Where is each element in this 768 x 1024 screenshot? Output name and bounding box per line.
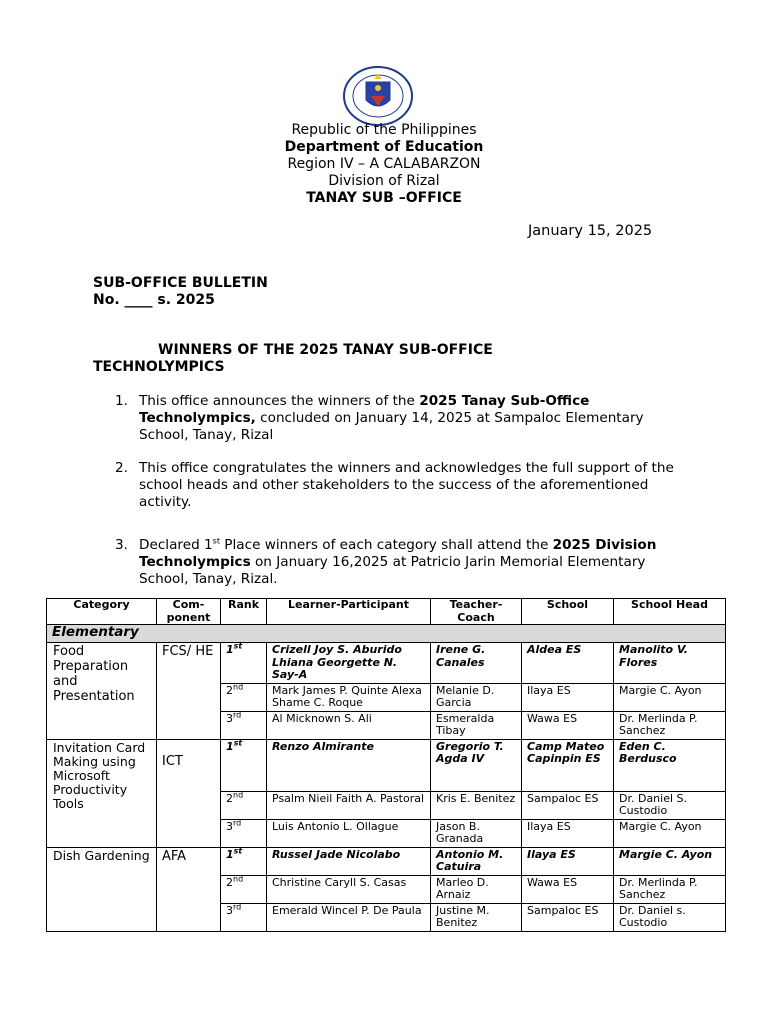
head-cell: Dr. Merlinda P. Sanchez (614, 875, 726, 903)
ordinal-suffix: st (212, 536, 220, 546)
event-name: 2025 Division Technolympics (139, 537, 657, 570)
head-cell: Eden C. Berdusco (614, 739, 726, 791)
header-school: School (522, 599, 614, 625)
region-line: Region IV – A CALABARZON (287, 156, 481, 172)
rank-cell: 1st (221, 847, 267, 875)
category-cell: Dish Gardening (47, 847, 157, 931)
bulletin-number: No. ____ s. 2025 (93, 292, 215, 308)
rank-cell: 2nd (221, 791, 267, 819)
paragraph-text: on January 16,2025 at Patricio Jarin Memorial Elementary School, Tanay, Rizal. (139, 554, 646, 587)
winners-table (46, 598, 726, 932)
table-row (47, 643, 726, 684)
paragraph-1 (115, 393, 680, 444)
table-row (47, 847, 726, 875)
school-cell: Camp Mateo Capinpin ES (522, 739, 614, 791)
level-row (47, 625, 726, 643)
bulletin-label: SUB-OFFICE BULLETIN (93, 275, 268, 291)
department-name: Department of Education (284, 139, 484, 155)
header-rank: Rank (221, 599, 267, 625)
coach-cell: Kris E. Benitez (431, 791, 522, 819)
learner-cell: Luis Antonio L. Ollague (267, 819, 431, 847)
school-cell: Ilaya ES (522, 683, 614, 711)
head-cell: Margie C. Ayon (614, 683, 726, 711)
coach-cell: Melanie D. Garcia (431, 683, 522, 711)
table-header-row (47, 599, 726, 625)
level-label: Elementary (47, 625, 726, 643)
rank-cell: 1st (221, 643, 267, 684)
paragraph-number: 2. (115, 460, 128, 476)
paragraph-2 (115, 460, 680, 511)
head-cell: Dr. Daniel S. Custodio (614, 791, 726, 819)
coach-cell: Justine M. Benitez (431, 903, 522, 931)
school-cell: Sampaloc ES (522, 903, 614, 931)
school-cell: Wawa ES (522, 711, 614, 739)
document-date: January 15, 2025 (528, 223, 653, 239)
school-cell: Wawa ES (522, 875, 614, 903)
component-cell: AFA (157, 847, 221, 931)
school-cell: Sampaloc ES (522, 791, 614, 819)
paragraph-number: 3. (115, 537, 128, 553)
coach-cell: Irene G. Canales (431, 643, 522, 684)
rank-cell: 2nd (221, 875, 267, 903)
learner-cell: Christine Caryll S. Casas (267, 875, 431, 903)
paragraph-text: Declared 1 (139, 537, 213, 553)
head-cell: Margie C. Ayon (614, 847, 726, 875)
head-cell: Manolito V. Flores (614, 643, 726, 684)
rank-cell: 1st (221, 739, 267, 791)
paragraph-text: This office announces the winners of the (139, 393, 420, 409)
header-category: Category (47, 599, 157, 625)
head-cell: Dr. Daniel s. Custodio (614, 903, 726, 931)
event-name: 2025 Tanay Sub-Office Technolympics, (139, 393, 590, 426)
header-coach: Teacher-Coach (431, 599, 522, 625)
header-component: Com-ponent (157, 599, 221, 625)
country-line: Republic of the Philippines (291, 122, 477, 138)
school-cell: Ilaya ES (522, 847, 614, 875)
paragraph-text: Place winners of each category shall attend the (219, 537, 553, 553)
learner-cell: Emerald Wincel P. De Paula (267, 903, 431, 931)
division-line: Division of Rizal (328, 173, 440, 189)
paragraph-text: concluded on January 14, 2025 at Sampaloc Elementary School, Tanay, Rizal (139, 410, 644, 443)
component-cell: ICT (157, 739, 221, 847)
table-row (47, 739, 726, 791)
rank-cell: 2nd (221, 683, 267, 711)
document-title (93, 342, 653, 376)
header-learner: Learner-Participant (267, 599, 431, 625)
rank-cell: 3rd (221, 711, 267, 739)
category-cell: Food Preparation and Presentation (47, 643, 157, 740)
learner-cell: Psalm Nieil Faith A. Pastoral (267, 791, 431, 819)
school-cell: Ilaya ES (522, 819, 614, 847)
learner-cell: Al Micknown S. Ali (267, 711, 431, 739)
paragraph-3 (115, 537, 680, 588)
learner-cell: Renzo Almirante (267, 739, 431, 791)
head-cell: Margie C. Ayon (614, 819, 726, 847)
coach-cell: Esmeralda Tibay (431, 711, 522, 739)
coach-cell: Marleo D. Arnaiz (431, 875, 522, 903)
learner-cell: Mark James P. Quinte Alexa Shame C. Roque (267, 683, 431, 711)
school-cell: Aldea ES (522, 643, 614, 684)
paragraph-text: This office congratulates the winners and acknowledges the full support of the school heads and other stakeholders to the success of the aforementioned activity. (139, 460, 674, 510)
coach-cell: Antonio M. Catuira (431, 847, 522, 875)
title-line-2: TECHNOLYMPICS (93, 359, 225, 375)
coach-cell: Jason B. Granada (431, 819, 522, 847)
rank-cell: 3rd (221, 903, 267, 931)
paragraph-number: 1. (115, 393, 128, 409)
deped-seal-icon (342, 66, 414, 126)
title-line-1: WINNERS OF THE 2025 TANAY SUB-OFFICE (158, 342, 493, 358)
header-school-head: School Head (614, 599, 726, 625)
learner-cell: Crizell Joy S. Aburido Lhiana Georgette N. Say-A (267, 643, 431, 684)
category-cell: Invitation Card Making using Microsoft Productivity Tools (47, 739, 157, 847)
component-cell: FCS/ HE (157, 643, 221, 740)
head-cell: Dr. Merlinda P. Sanchez (614, 711, 726, 739)
rank-cell: 3rd (221, 819, 267, 847)
coach-cell: Gregorio T. Agda IV (431, 739, 522, 791)
learner-cell: Russel Jade Nicolabo (267, 847, 431, 875)
sub-office-line: TANAY SUB –OFFICE (306, 190, 462, 206)
